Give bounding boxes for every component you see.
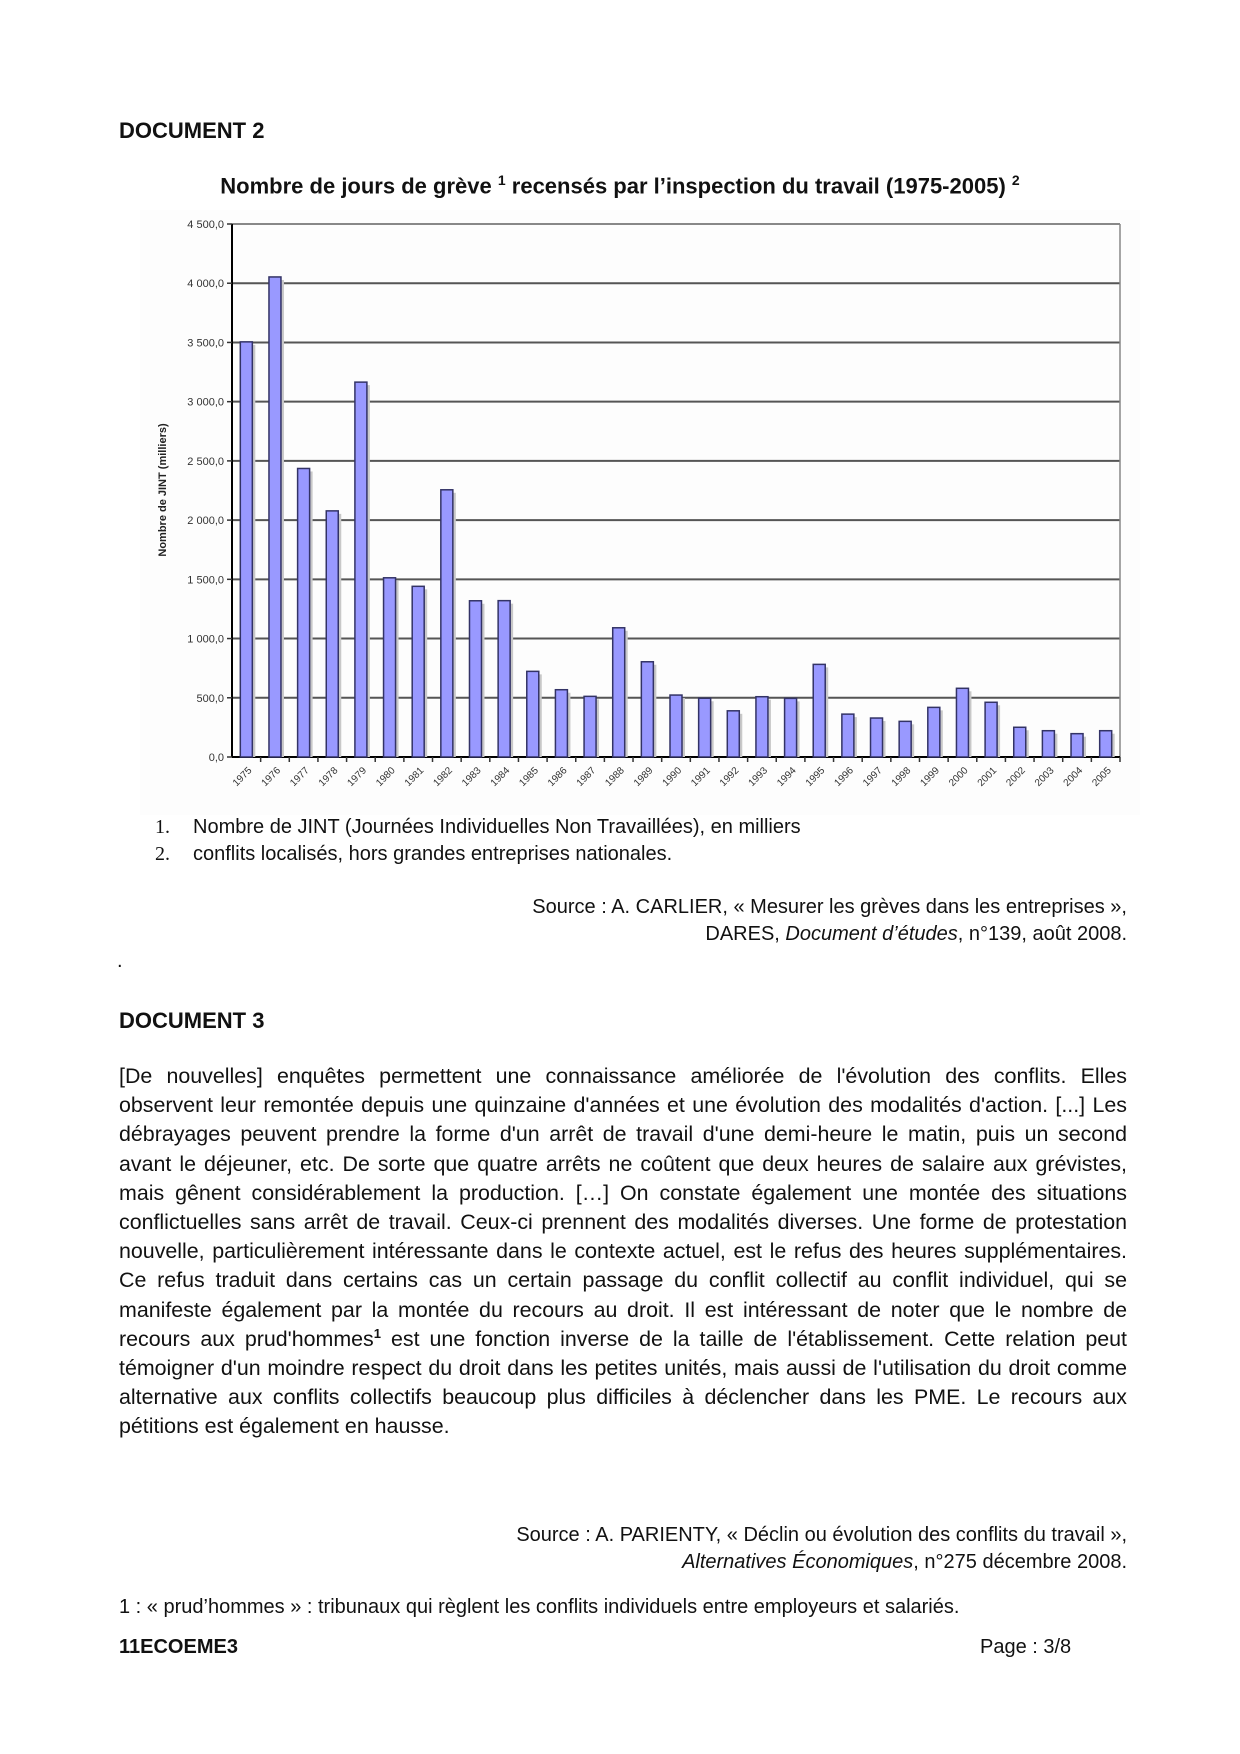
x-tick-label: 1991 — [689, 765, 713, 789]
stray-period: . — [117, 950, 123, 972]
bar-2000 — [956, 688, 968, 757]
bar-chart — [140, 210, 1140, 815]
y-tick-label: 1 000,0 — [187, 633, 224, 646]
x-tick-label: 1983 — [460, 765, 484, 789]
y-tick-label: 0,0 — [208, 752, 224, 764]
x-tick-label: 1976 — [259, 765, 284, 789]
bar-1989 — [641, 662, 653, 757]
bar-1987 — [584, 696, 596, 757]
x-tick-label: 1987 — [574, 765, 599, 789]
bar-1991 — [699, 698, 711, 757]
bar-1981 — [412, 586, 424, 757]
bar-1998 — [899, 721, 911, 757]
page-footnote: 1 : « prud’hommes » : tribunaux qui règlent les conflits individuels entre employeurs et salariés. — [119, 1596, 960, 1618]
bar-1978 — [326, 511, 338, 757]
bar-1990 — [670, 695, 682, 757]
y-tick-label: 2 000,0 — [187, 515, 224, 528]
bar-1999 — [928, 707, 940, 757]
y-tick-label: 3 000,0 — [187, 396, 224, 409]
bar-2001 — [985, 702, 997, 757]
y-tick-label: 4 000,0 — [187, 278, 224, 291]
chart-title-text: Nombre de jours de grève — [220, 173, 492, 199]
document-2-heading: DOCUMENT 2 — [119, 118, 265, 143]
bar-1983 — [469, 601, 481, 757]
bar-1988 — [613, 628, 625, 757]
chart-footnote-2: 2. conflits localisés, hors grandes entreprises nationales. — [155, 843, 673, 865]
document-3-source — [516, 1522, 1127, 1576]
document-3-paragraph: [De nouvelles] enquêtes permettent une connaissance améliorée de l'évolution des conflits. Elles observent leur remontée depuis une quinzaine d'années et une évolution des modalités d'action. [...] Les débrayages peuvent prendre la forme d'un arrêt de travail d'une demi-heure le matin, puis un second avant le déjeuner, etc. De sorte que quatre arrêts ne coûtent que deux heures de salaire aux grévistes, mais gênent considérablement la production. […] On constate également une montée des situations conflictuelles sans arrêt de travail. Ceux-ci prennent des modalités diverses. Une forme de protestation nouvelle, particulièrement intéressante dans le contexte actuel, est le refus des heures supplémentaires. Ce refus traduit dans certains cas un certain passage du conflit collectif au conflit individuel, qui se manifeste également par la montée du recours au droit. Il est intéressant de noter que le nombre de recours aux prud'hommes$^1$ est une fonction inverse de la taille de l'établissement. Cette relation peut témoigner d'un moindre respect du droit dans les petites unités, mais aussi de l'utilisation du droit comme alternative aux conflits collectifs beaucoup plus difficiles à déclencher dans les PME. Le recours aux pétitions est également en hausse. — [119, 1064, 1127, 1439]
bar-2003 — [1042, 731, 1054, 757]
bar-1980 — [384, 578, 396, 757]
footer-exam-code: 11ECOEME3 — [119, 1636, 238, 1658]
document-3-heading: DOCUMENT 3 — [119, 1008, 265, 1033]
x-tick-label: 1990 — [660, 765, 685, 789]
y-tick-label: 4 500,0 — [187, 219, 224, 231]
x-tick-label: 1984 — [488, 765, 513, 789]
x-tick-label: 1975 — [230, 765, 255, 789]
chart-title — [0, 172, 1240, 199]
bar-1985 — [527, 671, 539, 757]
bar-1979 — [355, 382, 367, 757]
chart-title-text-rest: recensés par l’inspection du travail (1975-2005) — [511, 173, 1006, 199]
x-tick-label: 1986 — [546, 765, 570, 789]
x-tick-label: 1988 — [603, 765, 627, 789]
x-tick-label: 1979 — [345, 765, 370, 789]
bar-1993 — [756, 697, 768, 757]
y-tick-label: 500,0 — [196, 692, 224, 705]
y-tick-label: 1 500,0 — [187, 574, 224, 587]
x-tick-label: 2005 — [1090, 765, 1114, 789]
y-tick-label: 2 500,0 — [187, 455, 224, 468]
bar-1975 — [240, 342, 252, 757]
x-tick-label: 1996 — [832, 765, 856, 789]
bar-1977 — [298, 468, 310, 757]
x-tick-label: 1999 — [918, 765, 942, 789]
x-tick-label: 1989 — [631, 765, 656, 789]
chart-title-footnote-ref-2: 2 — [1011, 172, 1020, 188]
source-line-1: Source : A. PARIENTY, « Déclin ou évolution des conflits du travail », — [516, 1524, 1127, 1546]
bar-2005 — [1100, 731, 1112, 757]
bar-1997 — [871, 718, 883, 757]
x-tick-label: 1981 — [402, 765, 427, 789]
x-tick-label: 1992 — [717, 765, 742, 789]
bar-1992 — [727, 711, 739, 757]
bar-1982 — [441, 490, 453, 757]
x-tick-label: 1997 — [861, 765, 885, 789]
x-tick-label: 1980 — [374, 765, 398, 789]
document-2-source — [532, 894, 1127, 948]
x-tick-label: 1993 — [746, 765, 771, 789]
bar-1986 — [555, 690, 567, 757]
x-tick-label: 2003 — [1032, 765, 1057, 789]
x-tick-label: 2000 — [947, 765, 971, 789]
bar-1994 — [785, 698, 797, 757]
source-line-2: DARES, Document d’études, n°139, août 2008. — [705, 923, 1127, 945]
footer-page-number: Page : 3/8 — [980, 1636, 1072, 1658]
bar-1976 — [269, 277, 281, 757]
x-tick-label: 1982 — [431, 765, 455, 789]
x-tick-label: 2001 — [975, 765, 1000, 789]
x-tick-label: 1998 — [889, 765, 914, 789]
bar-2002 — [1014, 727, 1026, 757]
bar-1995 — [813, 664, 825, 757]
bar-2004 — [1071, 734, 1083, 757]
x-tick-label: 1985 — [517, 765, 541, 789]
x-tick-label: 1994 — [775, 765, 799, 789]
y-axis-label: Nombre de JINT (milliers) — [157, 423, 169, 557]
x-tick-label: 1995 — [803, 765, 828, 789]
source-line-1: Source : A. CARLIER, « Mesurer les grèves dans les entreprises », — [532, 896, 1127, 918]
chart-footnotes — [155, 814, 801, 868]
chart-footnote-1: 1. Nombre de JINT (Journées Individuelles Non Travaillées), en milliers — [155, 816, 801, 838]
bar-1996 — [842, 714, 854, 757]
source-line-2: Alternatives Économiques, n°275 décembre 2008. — [682, 1551, 1127, 1573]
chart-title-footnote-ref-1: 1 — [497, 172, 506, 188]
footnote-ref: 1 — [373, 1325, 381, 1341]
y-tick-label: 3 500,0 — [187, 337, 224, 350]
x-tick-label: 1978 — [316, 765, 341, 789]
x-tick-label: 1977 — [288, 765, 312, 789]
x-tick-label: 2002 — [1004, 765, 1028, 789]
x-tick-label: 2004 — [1061, 765, 1086, 789]
bar-1984 — [498, 601, 510, 757]
